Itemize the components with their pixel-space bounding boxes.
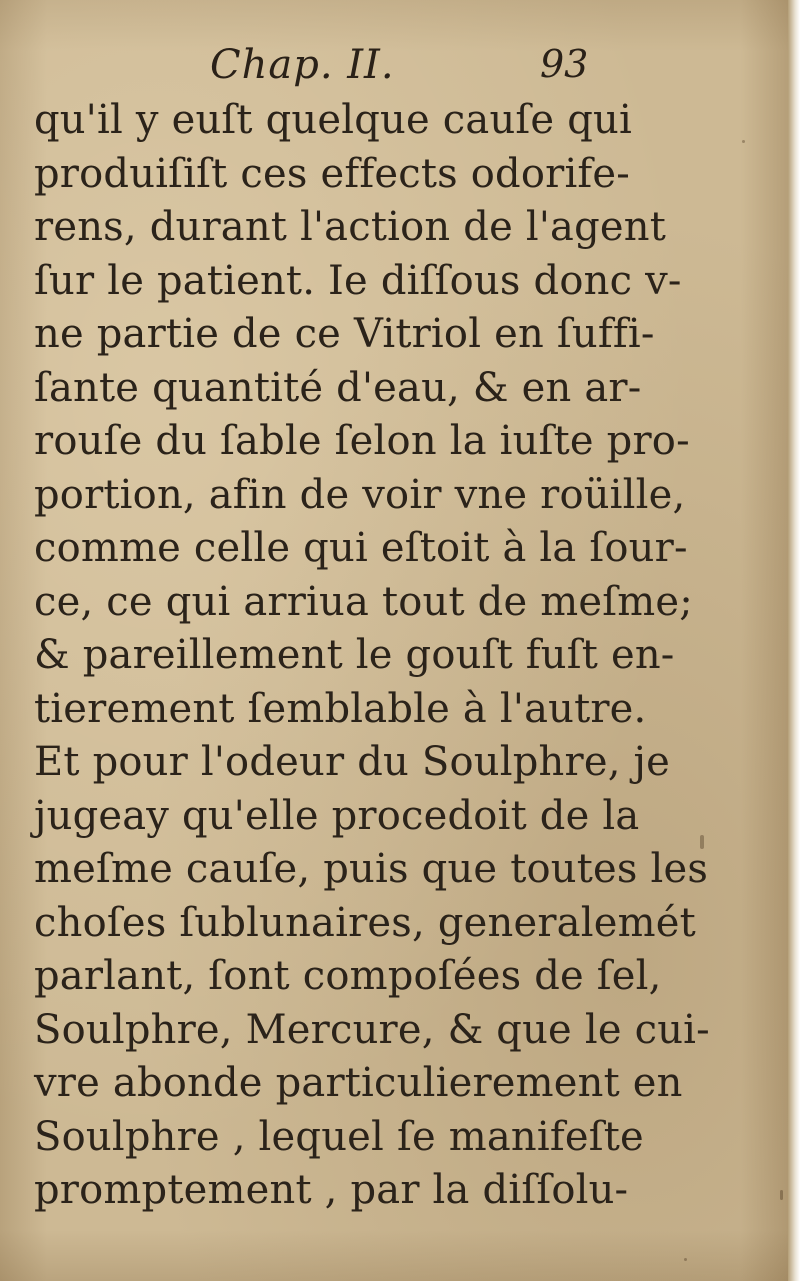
page-header <box>0 42 788 98</box>
paper-speck <box>780 1190 783 1200</box>
body-text <box>34 94 710 1218</box>
text-line: ſante quantité d'eau, & en ar- <box>34 364 642 411</box>
text-line: comme celle qui eſtoit à la ſour- <box>34 525 688 571</box>
paper-speck <box>700 835 704 849</box>
text-line: ce, ce qui arriua tout de meſme; <box>34 578 693 625</box>
running-title: Chap. II. <box>210 42 395 88</box>
text-line: parlant, ſont compoſées de ſel, <box>34 953 662 999</box>
text-line: meſme cauſe, puis que toutes les <box>34 846 709 892</box>
text-line: Soulphre , lequel ſe manifeſte <box>34 1113 644 1160</box>
text-line: rouſe du ſable ſelon la iuſte pro- <box>34 418 690 464</box>
text-line: promptement , par la diſſolu- <box>34 1167 629 1213</box>
text-line: ſur le patient. Ie diſſous donc v- <box>34 257 682 304</box>
text-line: choſes ſublunaires, generalemét <box>34 899 696 946</box>
page-edge <box>788 0 800 1281</box>
paper-speck <box>684 1258 687 1261</box>
page-number: 93 <box>540 42 589 86</box>
text-line: rens, durant l'action de l'agent <box>34 204 667 250</box>
paper-speck <box>742 140 745 143</box>
text-line: qu'il y euſt quelque cauſe qui <box>34 97 632 143</box>
text-line: & pareillement le gouſt fuſt en- <box>34 632 675 678</box>
text-line: vre abonde particulierement en <box>34 1060 683 1106</box>
text-line: ne partie de ce Vitriol en ſuffi- <box>34 311 655 357</box>
text-line: Soulphre, Mercure, & que le cui- <box>34 1006 710 1053</box>
text-line: jugeay qu'elle procedoit de la <box>34 792 640 839</box>
text-line: Et pour l'odeur du Soulphre, je <box>34 739 671 785</box>
text-line: tierement ſemblable à l'autre. <box>34 685 647 732</box>
text-line: produiſiſt ces effects odorife- <box>34 150 631 197</box>
text-line: portion, afin de voir vne roüille, <box>34 471 686 518</box>
